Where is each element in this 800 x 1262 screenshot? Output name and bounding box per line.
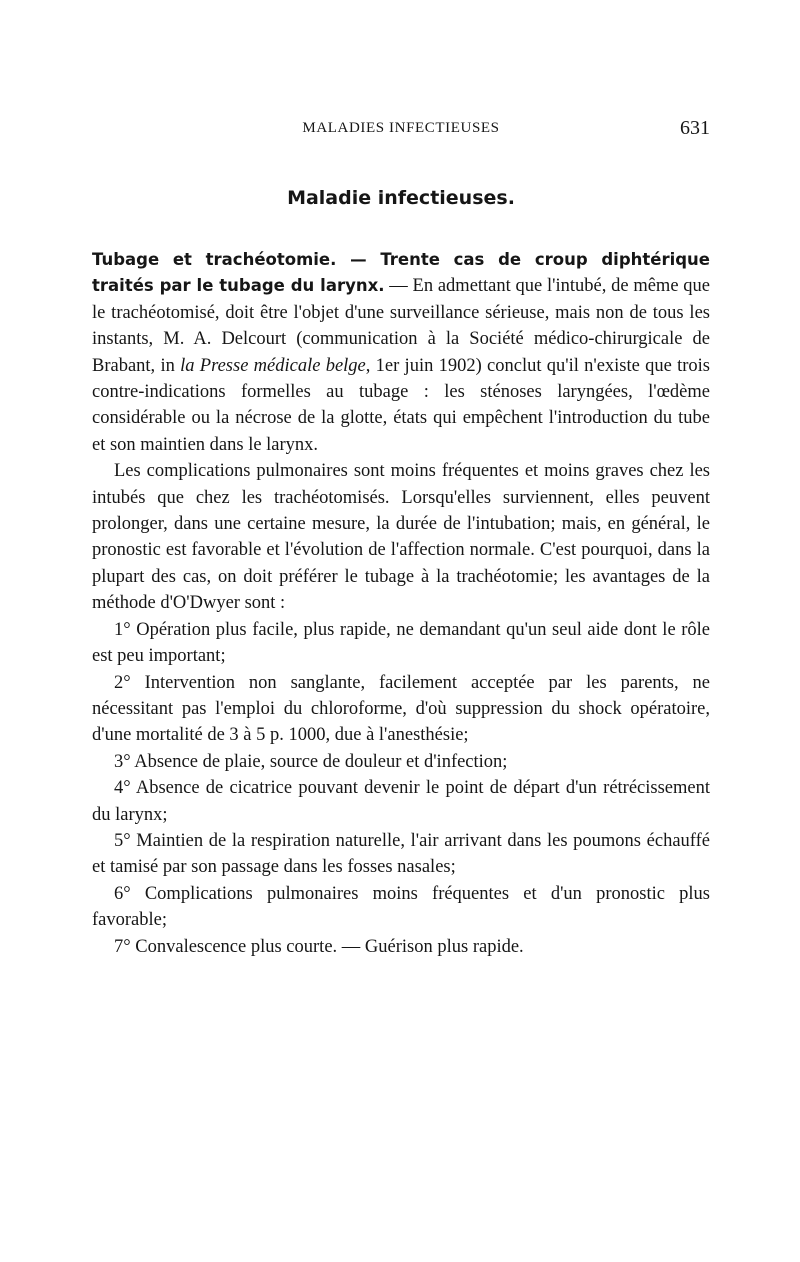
running-head: [92, 116, 710, 140]
advantage-item-6: 6° Complications pulmonaires moins fréquentes et d'un pronostic plus favorable;: [92, 883, 710, 931]
running-title: MALADIES INFECTIEUSES: [302, 120, 500, 136]
intro-text-1: — En admettant que l'intubé, de même que le trachéotomisé, doit être l'objet d'une surveillance sérieuse, mais non de tous les instants, M. A. Delcourt (communication à la Société médico-chirurgicale de Brabant, in: [92, 276, 711, 376]
intro-text-2: , 1er juin 1902) conclut qu'il n'existe que trois contre-indications formelles au tubage : les sténoses laryngées, l'œdème considérable ou la nécrose de la glotte, états qui empêchent l'introduction du tube et son maintien dans le larynx.: [92, 355, 710, 455]
advantage-item-4: 4° Absence de cicatrice pouvant devenir le point de départ d'un rétrécissement du larynx;: [92, 778, 710, 825]
article-body: [92, 247, 710, 960]
advantage-item-1: 1° Opération plus facile, plus rapide, ne demandant qu'un seul aide dont le rôle est peu important;: [92, 619, 710, 667]
section-title: Maladie infectieuses.: [287, 187, 515, 209]
book-page: [92, 0, 710, 1262]
advantage-item-2: 2° Intervention non sanglante, facilement acceptée par les parents, ne nécessitant pas l'emploi du chloroforme, d'où suppression du shock opératoire, d'une mortalité de 3 à 5 p. 1000, due à l'anesthésie;: [92, 672, 710, 746]
complications-paragraph: Les complications pulmonaires sont moins fréquentes et moins graves chez les intubés que chez les trachéotomisés. Lorsqu'elles surviennent, elles peuvent prolonger, dans une certaine mesure, la durée de l'intubation; mais, en général, le pronostic est favorable et l'évolution de l'affection normale. C'est pourquoi, dans la plupart des cas, on doit préférer le tubage à la trachéotomie; les avantages de la méthode d'O'Dwyer sont :: [92, 461, 710, 614]
advantage-item-7: 7° Convalescence plus courte. — Guérison plus rapide.: [114, 936, 524, 957]
journal-title: la Presse médicale belge: [180, 355, 366, 376]
advantage-item-5: 5° Maintien de la respiration naturelle, l'air arrivant dans les poumons échauffé et tamisé par son passage dans les fosses nasales;: [92, 830, 710, 878]
page-number: 631: [680, 117, 710, 139]
advantage-item-3: 3° Absence de plaie, source de douleur et d'infection;: [114, 751, 508, 772]
article-heading: Tubage et trachéotomie. — Trente cas de croup diphtérique traités par le tubage du larynx.: [92, 250, 710, 296]
article-intro-paragraph: [92, 247, 710, 458]
